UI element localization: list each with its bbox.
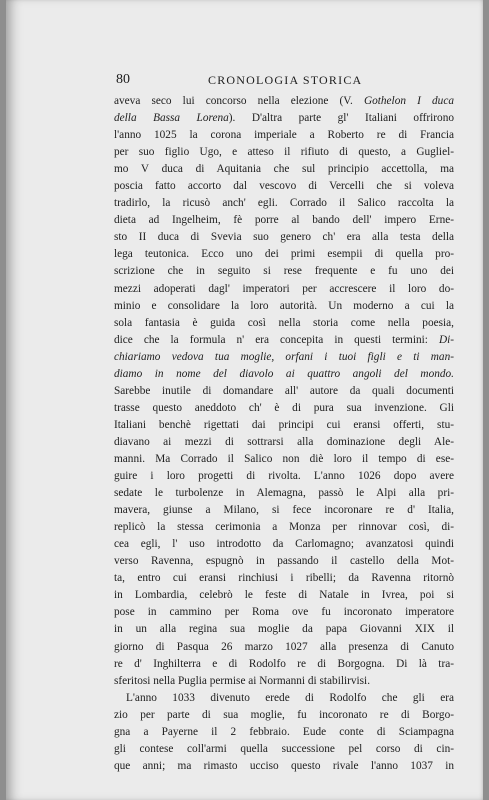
italic-text: Gothelon I duca bbox=[363, 95, 454, 107]
book-page bbox=[6, 0, 483, 800]
text-run: mo V duca di Aquitania che sul principio accettolla, ma bbox=[114, 163, 454, 176]
text-line bbox=[114, 451, 454, 468]
text-run: sto II duca di Svevia suo genero ch' era alla testa della bbox=[114, 231, 454, 244]
text-line bbox=[114, 587, 454, 604]
text-line bbox=[114, 639, 454, 656]
text-run: l'anno 1025 la corona imperiale a Roberto re di Francia bbox=[114, 129, 454, 142]
text-line bbox=[114, 229, 454, 246]
text-line bbox=[114, 570, 454, 587]
text-line bbox=[114, 144, 454, 161]
text-run: in un alla regina sua moglie da papa Giovanni XIX il bbox=[114, 623, 454, 636]
text-line bbox=[114, 519, 454, 536]
text-run: manni. Ma Corrado il Salico non diè loro il tempo di ese- bbox=[114, 452, 454, 465]
italic-text: diamo in nome del diavolo ai quattro angoli del mondo. bbox=[114, 367, 454, 380]
text-line bbox=[114, 485, 454, 502]
running-title: CRONOLOGIA STORICA bbox=[208, 73, 363, 87]
text-run: gli contese coll'armi quella successione pel corso di cin- bbox=[114, 742, 454, 755]
text-run: aveva seco lui concorso nella elezione (V. bbox=[114, 95, 364, 107]
text-line bbox=[114, 281, 454, 298]
text-run: ta, entro cui eransi rinchiusi i ribelli; da Ravenna ritornò bbox=[114, 572, 454, 585]
text-line bbox=[114, 161, 454, 178]
text-line bbox=[114, 212, 454, 229]
text-line bbox=[114, 315, 454, 332]
text-run: re d' Inghilterra e di Rodolfo re di Borgogna. Di là tra- bbox=[114, 657, 454, 670]
text-run: L'anno 1033 divenuto erede di Rodolfo che gli era bbox=[126, 691, 454, 704]
text-run: mezzi adoperati dagl' imperatori per accrescere il loro do- bbox=[114, 282, 454, 295]
text-line bbox=[114, 263, 454, 280]
text-line bbox=[114, 349, 454, 366]
text-run: dice che la formula n' era concepita in questi termini: bbox=[114, 333, 439, 346]
text-run: Italiani benchè rigettati dai principi cui eransi offerti, stu- bbox=[114, 418, 454, 431]
text-run: diavano ai mezzi di sottrarsi alla dominazione degli Ale- bbox=[114, 435, 454, 448]
text-line bbox=[114, 434, 454, 451]
italic-text: chiariamo vedova tua moglie, orfani i tuoi figli e ti man- bbox=[114, 350, 454, 363]
text-run: dieta ad Ingelheim, fè porre al bando dell' impero Erne- bbox=[114, 214, 454, 227]
text-line bbox=[114, 656, 454, 673]
text-line bbox=[114, 673, 454, 690]
text-line bbox=[114, 604, 454, 621]
text-run: sedate le turbolenze in Alemagna, passò le Alpi alla pri- bbox=[114, 487, 454, 500]
text-run: mavera, giunse a Milano, si fece incoronare re d' Italia, bbox=[114, 504, 454, 517]
text-run: per suo figlio Ugo, e atteso il rifiuto di questo, a Gugliel- bbox=[114, 146, 454, 159]
text-line bbox=[114, 332, 454, 349]
text-run: replicò la stessa cerimonia a Monza per rinnovar così, di- bbox=[114, 521, 454, 534]
text-run: Sarebbe inutile di domandare all' autore da quali documenti bbox=[114, 384, 454, 397]
text-line bbox=[114, 383, 454, 400]
text-run: poscia fatto accorto dal vescovo di Vercelli che si voleva bbox=[114, 180, 454, 193]
text-line bbox=[114, 707, 454, 724]
text-line bbox=[114, 93, 454, 110]
text-line bbox=[114, 502, 454, 519]
text-run: cea egli, l' uso introdotto da Carlomagno; avanzatosi quindi bbox=[114, 538, 454, 551]
text-line bbox=[114, 758, 454, 775]
page-header bbox=[116, 72, 452, 88]
italic-text: della Bassa Lorena bbox=[114, 112, 229, 125]
text-run: scrizione che in seguito si rese frequente e fu uno dei bbox=[114, 265, 454, 278]
text-line bbox=[114, 195, 454, 212]
text-line bbox=[114, 468, 454, 485]
text-run: zio per parte di sua moglie, fu incoronato re di Borgo- bbox=[114, 708, 454, 721]
text-run: guire i loro progetti di rivolta. L'anno 1026 dopo avere bbox=[114, 470, 454, 483]
text-run: sferitosi nella Puglia permise ai Normanni di stabilirvisi. bbox=[114, 674, 371, 687]
text-line bbox=[114, 366, 454, 383]
text-line bbox=[114, 246, 454, 263]
text-line bbox=[114, 298, 454, 315]
italic-text: Di- bbox=[438, 333, 454, 346]
text-run: minio e consolidare la loro autorità. Un moderno a cui la bbox=[114, 299, 454, 312]
text-line bbox=[114, 110, 454, 127]
body-text bbox=[114, 93, 454, 775]
page-number: 80 bbox=[116, 72, 130, 87]
text-run: gna a Payerne il 2 febbraio. Eude conte di Sciampagna bbox=[114, 725, 454, 738]
text-run: que anni; ma rimasto ucciso questo rivale l'anno 1037 in bbox=[114, 759, 454, 772]
text-line bbox=[114, 536, 454, 553]
text-line bbox=[114, 741, 454, 758]
text-line bbox=[114, 553, 454, 570]
text-line bbox=[114, 621, 454, 638]
text-line bbox=[114, 724, 454, 741]
text-run: lega teutonica. Ecco uno dei primi esempii di quella pro- bbox=[114, 248, 454, 261]
text-run: sola fantasia è guida così nella storia come nella poesia, bbox=[114, 316, 454, 329]
text-run: giorno di Pasqua 26 marzo 1027 alla presenza di Canuto bbox=[114, 640, 454, 653]
text-run: tradirlo, la ricusò anch' egli. Corrado il Salico raccolta la bbox=[114, 197, 454, 210]
text-line bbox=[114, 127, 454, 144]
text-line bbox=[114, 690, 454, 707]
text-run: in Lombardia, celebrò le feste di Natale in Ivrea, poi si bbox=[114, 589, 454, 602]
text-run: pose in cammino per Roma ove fu incoronato imperatore bbox=[114, 606, 454, 619]
text-line bbox=[114, 417, 454, 434]
text-line bbox=[114, 400, 454, 417]
text-run: trasse questo aneddoto ch' è di pura sua invenzione. Gli bbox=[114, 401, 454, 414]
text-line bbox=[114, 178, 454, 195]
text-run: ). D'altra parte gl' Italiani offrirono bbox=[228, 112, 454, 125]
text-run: verso Ravenna, espugnò in passando il castello della Mot- bbox=[114, 555, 454, 568]
